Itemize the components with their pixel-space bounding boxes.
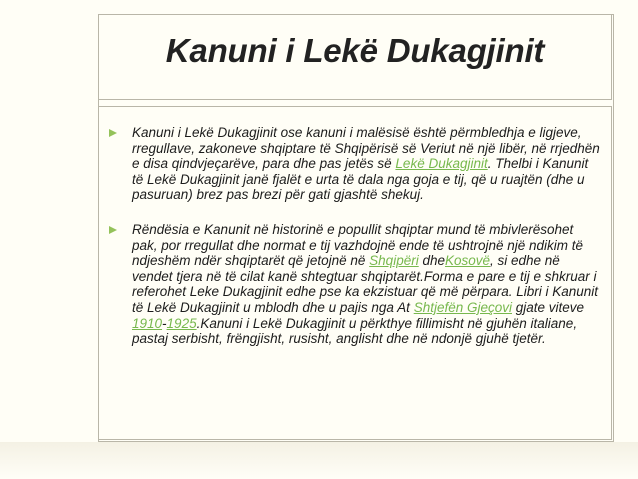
bullet-text (132, 222, 602, 347)
title-box (98, 14, 612, 100)
triangle-bullet-icon (109, 226, 117, 234)
text-segment: , si edhe në vendet tjera në të cilat kanë shtegtuar shqiptarët.Forma e pare e tij e shkruar i referohet Leke Dukagjinit edhe pse ka ekzistuar që më përpara. Libri i Kanunit të Lekë Dukagjinit u mblodh dhe u pajis nga At (132, 253, 599, 315)
text-segment: Rëndësia e Kanunit në historinë e popullit shqiptar mund të mbivlerësohet pak, por rregullat dhe normat e tij vazhdojnë ende të ushtrojnë një ndikim të ndjeshëm ndër shqiptarët që jetojnë në (132, 221, 584, 269)
slide-title: Kanuni i Lekë Dukagjinit (165, 32, 545, 69)
text-segment: gjate viteve (512, 299, 585, 315)
text-segment: - (162, 315, 167, 331)
triangle-bullet-icon (109, 129, 117, 137)
text-segment: . Thelbi i Kanunit të Lekë Dukagjinit janë fjalët e urta të dala nga goja e tij, që u ruajtën (dhe u pasuruan) brez pas brezi për gati gjashtë shekuj. (132, 156, 589, 203)
text-segment: .Kanuni i Lekë Dukagjinit u përkthye fillimisht në gjuhën italiane, pastaj serbisht, frëngjisht, rusisht, anglisht dhe në ndonjë gjuhë tjetër. (132, 315, 578, 347)
bullet-item (106, 125, 602, 203)
text-segment: dhe (418, 253, 445, 269)
link-1910[interactable]: 1910 (132, 315, 163, 331)
link-kosove[interactable]: Kosovë (444, 253, 491, 269)
bullet-list (106, 125, 602, 347)
bottom-shadow (0, 442, 638, 479)
link-leke-dukagjinit[interactable]: Lekë Dukagjinit (395, 156, 488, 172)
link-shqiperi[interactable]: Shqipëri (369, 253, 419, 269)
bullet-text (132, 125, 602, 203)
bullet-item (106, 222, 602, 347)
text-segment: Kanuni i Lekë Dukagjinit ose kanuni i malësisë është përmbledhja e ligjeve, rregullave, zakoneve shqiptare të Shqipërisë së Veriut në një libër, në rrjedhën e disa qindvjeçarëve, para dhe pas jetës së (132, 125, 600, 172)
link-1925[interactable]: 1925 (166, 315, 197, 331)
link-shtjefen-gjecovi[interactable]: Shtjefën Gjeçovi (413, 299, 512, 315)
